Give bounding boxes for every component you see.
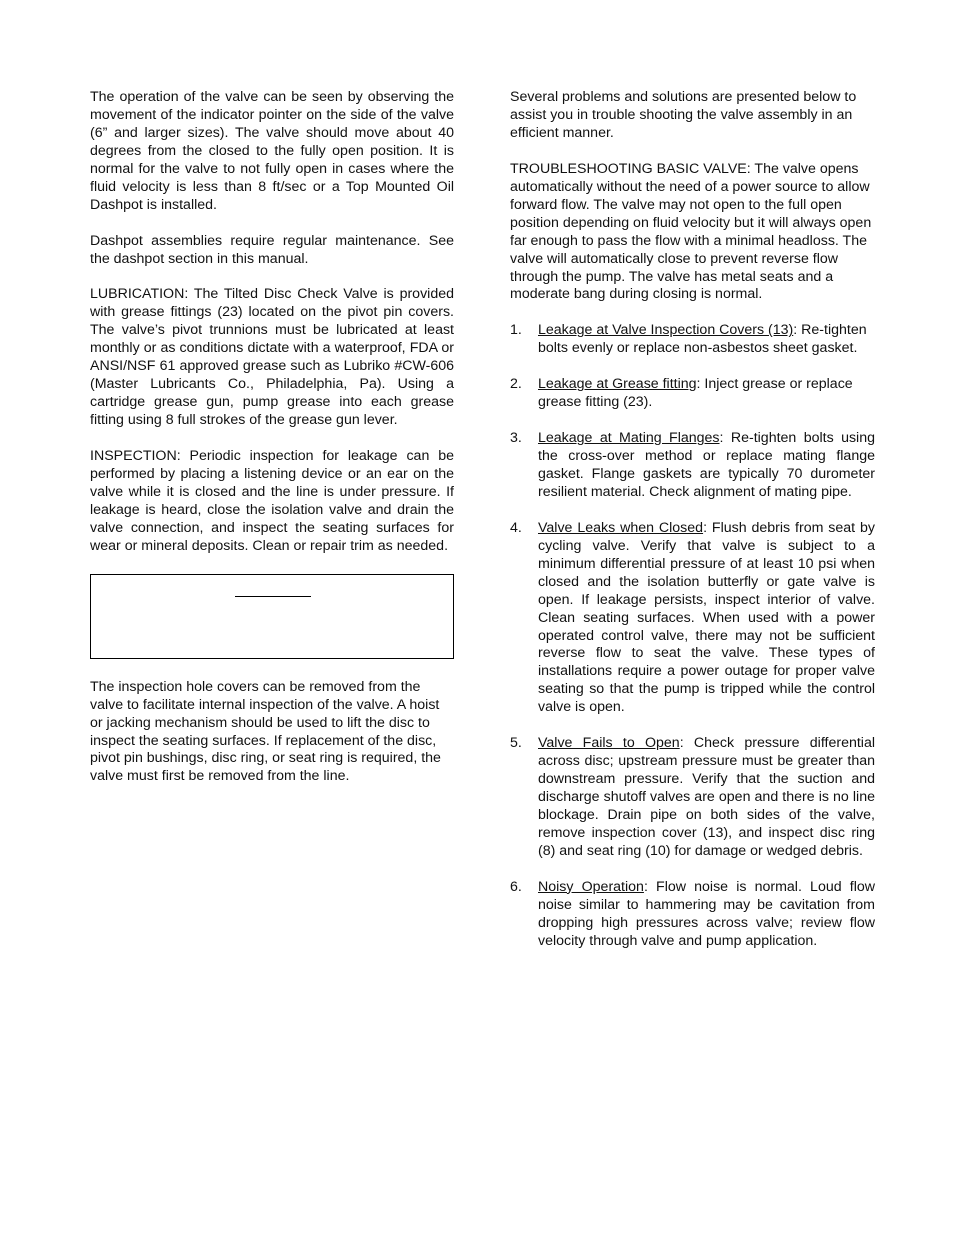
inspection-paragraph: INSPECTION: Periodic inspection for leakage can be performed by placing a listening device or an ear on the valve while it is closed and the line is under pressure. If leakage is heard, close the isolation valve and drain the valve connection, and inspect the seating surfaces for wear or mineral deposits. Clean or repair trim as needed. — [90, 448, 454, 554]
lubrication-paragraph: LUBRICATION: The Tilted Disc Check Valve is provided with grease fittings (23) located on the pivot pin covers. The valve’s pivot trunnions must be lubricated at least monthly or as conditions dictate with a waterproof, FDA or ANSI/NSF 61 approved grease such as Lubriko #CW-606 (Master Lubricants Co., Philadelphia, Pa). Using a cartridge grease gun, pump grease into each grease fitting using 8 full strokes of the grease gun lever. — [90, 286, 454, 429]
troubleshooting-basic-valve: TROUBLESHOOTING BASIC VALVE: The valve opens automatically without the need of a power source to allow forward flow. The valve may not open to the full open position depending on fluid velocity but it will always open far enough to pass the flow with a minimal headloss. The valve will automatically close to prevent reverse flow through the pump. The valve has metal seats and a moderate bang during closing is normal. — [510, 160, 872, 303]
list-item-text: : Check pressure differential across disc; upstream pressure must be greater than downstream pressure. Verify that the suction and discharge shutoff valves are open and there is no line blockage. Drain pipe on both sides of the valve, remove inspection cover (13), and inspect disc ring (8) and seat ring (10) for damage or wedged debris. — [538, 735, 875, 859]
list-item — [510, 520, 875, 717]
list-item — [510, 376, 875, 412]
note-heading-underline — [235, 596, 311, 597]
list-item-title: Leakage at Grease fitting — [538, 376, 697, 393]
troubleshooting-list — [510, 322, 875, 950]
list-item — [510, 735, 875, 861]
list-item-number: 3. — [510, 430, 522, 447]
inspection-covers-paragraph: The inspection hole covers can be removed from the valve to facilitate internal inspection of the valve. A hoist or jacking mechanism should be used to lift the disc to inspect the seating surfaces. If replacement of the disc, pivot pin bushings, disc ring, or seat ring is required, the valve must first be removed from the line. — [90, 678, 441, 785]
list-item-text: : Flush debris from seat by cycling valve. Verify that valve is subject to a minimum differential pressure of at least 10 psi when closed and the isolation butterfly or gate valve is open. If leakage persists, inspect interior of valve. Clean seating surfaces. When used with a power operated control valve, there may not be sufficient reverse flow to seat the valve. These types of installations require a power outage for proper valve seating so that the pump is tripped while the control valve is open. — [538, 519, 875, 716]
list-item-text: : Re-tighten bolts evenly or replace non-asbestos sheet gasket. — [538, 322, 867, 357]
list-item-number: 4. — [510, 519, 522, 536]
list-item-number: 5. — [510, 735, 522, 752]
list-item — [510, 879, 875, 951]
list-item-title: Leakage at Valve Inspection Covers (13) — [538, 322, 794, 339]
note-box — [90, 574, 454, 659]
list-item — [510, 430, 875, 502]
list-item-title: Valve Leaks when Closed — [538, 519, 704, 536]
list-item-number: 1. — [510, 322, 522, 339]
list-item-title: Leakage at Mating Flanges — [538, 430, 720, 447]
list-item-number: 2. — [510, 376, 522, 393]
dashpot-paragraph: Dashpot assemblies require regular maintenance. See the dashpot section in this manual. — [90, 232, 454, 267]
list-item-number: 6. — [510, 878, 522, 895]
right-column — [510, 89, 875, 969]
list-item-text: : Inject grease or replace grease fitting (23). — [538, 376, 853, 411]
list-item-title: Noisy Operation — [538, 878, 644, 895]
list-item-title: Valve Fails to Open — [538, 735, 680, 752]
list-item-text: : Flow noise is normal. Loud flow noise similar to hammering may be cavitation from dropping high pressures across valve; review flow velocity through valve and pump application. — [538, 878, 875, 949]
left-column — [90, 89, 454, 804]
indicator-paragraph: The operation of the valve can be seen by observing the movement of the indicator pointer on the side of the valve (6” and larger sizes). The valve should move about 40 degrees from the closed to the fully open position. It is normal for the valve to not fully open in cases where the fluid velocity is less than 8 ft/sec or a Top Mounted Oil Dashpot is installed. — [90, 89, 454, 213]
list-item-text: : Re-tighten bolts using the cross-over method or replace mating flange gasket. Flange gaskets are typically 70 durometer resilient material. Check alignment of mating pipe. — [538, 430, 875, 500]
list-item — [510, 322, 875, 358]
troubleshooting-intro: Several problems and solutions are presented below to assist you in trouble shooting the valve assembly in an efficient manner. — [510, 89, 857, 141]
